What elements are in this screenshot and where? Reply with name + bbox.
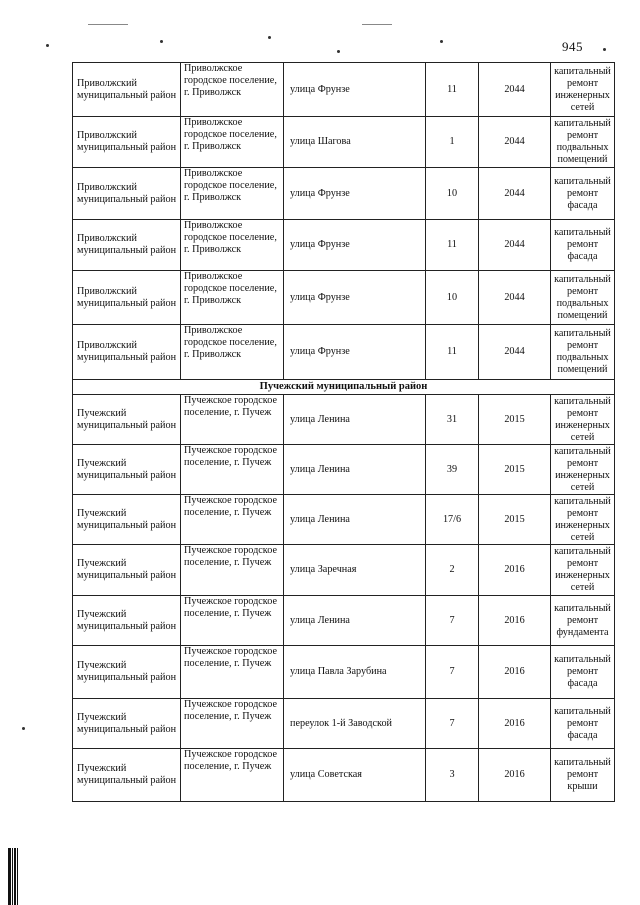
street-cell: улица Фрунзе <box>284 220 426 271</box>
table-row <box>73 168 615 220</box>
settlement-cell: Приволжское городское поселение, г. Приволжск <box>181 168 284 220</box>
house-number-cell: 39 <box>426 445 479 495</box>
district-cell: Пучежский муниципальный район <box>73 596 181 646</box>
year-cell: 2016 <box>479 596 551 646</box>
house-number-cell: 7 <box>426 699 479 749</box>
settlement-cell: Приволжское городское поселение, г. Приволжск <box>181 63 284 117</box>
district-cell: Приволжский муниципальный район <box>73 325 181 380</box>
street-cell: улица Советская <box>284 749 426 802</box>
table-row <box>73 325 615 380</box>
settlement-cell: Приволжское городское поселение, г. Приволжск <box>181 271 284 325</box>
table-row <box>73 395 615 445</box>
table-row <box>73 545 615 596</box>
street-cell: улица Заречная <box>284 545 426 596</box>
street-cell: улица Фрунзе <box>284 63 426 117</box>
year-cell: 2044 <box>479 271 551 325</box>
pucheg-rows <box>73 395 615 802</box>
street-cell: улица Фрунзе <box>284 271 426 325</box>
settlement-cell: Пучежское городское поселение, г. Пучеж <box>181 445 284 495</box>
district-cell: Приволжский муниципальный район <box>73 220 181 271</box>
district-cell: Пучежский муниципальный район <box>73 445 181 495</box>
street-cell: улица Шагова <box>284 117 426 168</box>
house-number-cell: 10 <box>426 168 479 220</box>
page-number: 945 <box>562 39 583 54</box>
work-type-cell: капитальный ремонт фундамента <box>551 596 615 646</box>
house-number-cell: 17/6 <box>426 495 479 545</box>
table-row <box>73 749 615 802</box>
year-cell: 2044 <box>479 220 551 271</box>
house-number-cell: 2 <box>426 545 479 596</box>
work-type-cell: капитальный ремонт фасада <box>551 699 615 749</box>
work-type-cell: капитальный ремонт подвальных помещений <box>551 117 615 168</box>
district-cell: Пучежский муниципальный район <box>73 699 181 749</box>
work-type-cell: капитальный ремонт фасада <box>551 220 615 271</box>
section-header-row <box>73 380 615 395</box>
house-number-cell: 7 <box>426 596 479 646</box>
work-type-cell: капитальный ремонт крыши <box>551 749 615 802</box>
street-cell: улица Фрунзе <box>284 168 426 220</box>
scan-dot <box>160 40 163 43</box>
scan-dot <box>337 50 340 53</box>
scan-dot <box>603 48 606 51</box>
house-number-cell: 11 <box>426 63 479 117</box>
table-row <box>73 445 615 495</box>
work-type-cell: капитальный ремонт подвальных помещений <box>551 325 615 380</box>
street-cell: улица Ленина <box>284 495 426 545</box>
scan-dot <box>268 36 271 39</box>
year-cell: 2016 <box>479 646 551 699</box>
work-type-cell: капитальный ремонт инженерных сетей <box>551 495 615 545</box>
settlement-cell: Пучежское городское поселение, г. Пучеж <box>181 646 284 699</box>
table-row <box>73 495 615 545</box>
year-cell: 2015 <box>479 445 551 495</box>
settlement-cell: Пучежское городское поселение, г. Пучеж <box>181 495 284 545</box>
scan-line-top-left <box>88 24 128 25</box>
settlement-cell: Пучежское городское поселение, г. Пучеж <box>181 699 284 749</box>
house-number-cell: 11 <box>426 220 479 271</box>
privolzhsk-rows <box>73 63 615 380</box>
settlement-cell: Приволжское городское поселение, г. Приволжск <box>181 220 284 271</box>
table-row <box>73 646 615 699</box>
table-row <box>73 220 615 271</box>
street-cell: переулок 1-й Заводской <box>284 699 426 749</box>
work-type-cell: капитальный ремонт инженерных сетей <box>551 545 615 596</box>
year-cell: 2015 <box>479 395 551 445</box>
settlement-cell: Пучежское городское поселение, г. Пучеж <box>181 596 284 646</box>
house-number-cell: 7 <box>426 646 479 699</box>
district-cell: Пучежский муниципальный район <box>73 395 181 445</box>
street-cell: улица Павла Зарубина <box>284 646 426 699</box>
house-number-cell: 11 <box>426 325 479 380</box>
year-cell: 2015 <box>479 495 551 545</box>
table-row <box>73 699 615 749</box>
street-cell: улица Ленина <box>284 596 426 646</box>
year-cell: 2016 <box>479 749 551 802</box>
year-cell: 2044 <box>479 325 551 380</box>
year-cell: 2016 <box>479 699 551 749</box>
work-type-cell: капитальный ремонт инженерных сетей <box>551 63 615 117</box>
settlement-cell: Пучежское городское поселение, г. Пучеж <box>181 545 284 596</box>
year-cell: 2016 <box>479 545 551 596</box>
section-title-pucheg: Пучежский муниципальный район <box>73 380 615 395</box>
year-cell: 2044 <box>479 117 551 168</box>
house-number-cell: 3 <box>426 749 479 802</box>
house-number-cell: 1 <box>426 117 479 168</box>
work-type-cell: капитальный ремонт инженерных сетей <box>551 395 615 445</box>
house-number-cell: 31 <box>426 395 479 445</box>
repair-registry-table <box>72 62 615 802</box>
district-cell: Пучежский муниципальный район <box>73 495 181 545</box>
work-type-cell: капитальный ремонт фасада <box>551 168 615 220</box>
settlement-cell: Приволжское городское поселение, г. Приволжск <box>181 325 284 380</box>
district-cell: Приволжский муниципальный район <box>73 168 181 220</box>
street-cell: улица Фрунзе <box>284 325 426 380</box>
scan-line-top-center <box>362 24 392 25</box>
table-row <box>73 271 615 325</box>
scan-dot <box>440 40 443 43</box>
district-cell: Пучежский муниципальный район <box>73 545 181 596</box>
scan-binding-edge <box>8 848 18 905</box>
work-type-cell: капитальный ремонт инженерных сетей <box>551 445 615 495</box>
work-type-cell: капитальный ремонт подвальных помещений <box>551 271 615 325</box>
settlement-cell: Приволжское городское поселение, г. Приволжск <box>181 117 284 168</box>
district-cell: Пучежский муниципальный район <box>73 749 181 802</box>
settlement-cell: Пучежское городское поселение, г. Пучеж <box>181 395 284 445</box>
table-row <box>73 117 615 168</box>
work-type-cell: капитальный ремонт фасада <box>551 646 615 699</box>
district-cell: Пучежский муниципальный район <box>73 646 181 699</box>
district-cell: Приволжский муниципальный район <box>73 271 181 325</box>
year-cell: 2044 <box>479 63 551 117</box>
year-cell: 2044 <box>479 168 551 220</box>
district-cell: Приволжский муниципальный район <box>73 117 181 168</box>
scan-dot <box>22 727 25 730</box>
table-row <box>73 596 615 646</box>
scan-dot <box>46 44 49 47</box>
street-cell: улица Ленина <box>284 445 426 495</box>
settlement-cell: Пучежское городское поселение, г. Пучеж <box>181 749 284 802</box>
district-cell: Приволжский муниципальный район <box>73 63 181 117</box>
table-row <box>73 63 615 117</box>
house-number-cell: 10 <box>426 271 479 325</box>
street-cell: улица Ленина <box>284 395 426 445</box>
